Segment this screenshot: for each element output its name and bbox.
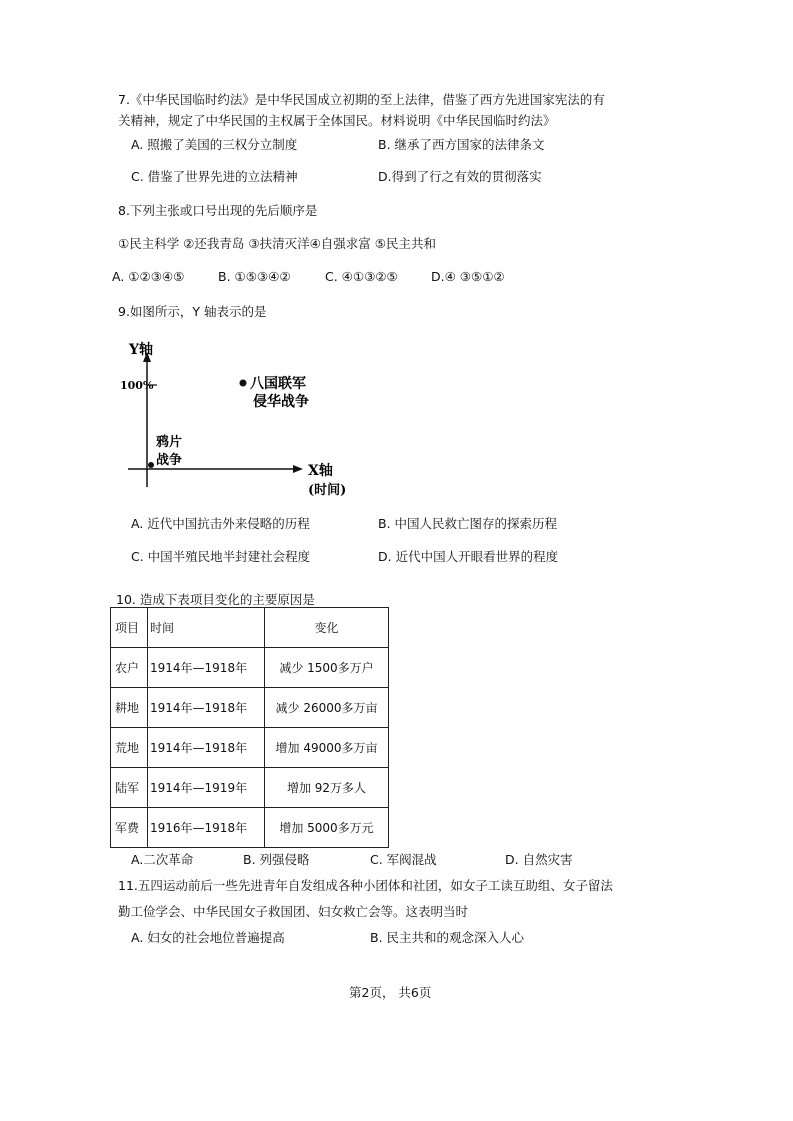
table-row bbox=[111, 688, 389, 728]
point-high-label-2: 侵华战争 bbox=[253, 394, 309, 410]
q8-option-b: B. ①⑤③④② bbox=[218, 269, 291, 284]
table-cell: 1914年—1919年 bbox=[148, 768, 265, 808]
point-high-dot bbox=[240, 380, 247, 387]
table-cell: 1916年—1918年 bbox=[148, 808, 265, 848]
q11-option-a: A. 妇女的社会地位普遍提高 bbox=[131, 930, 285, 945]
q8-option-c: C. ④①③②⑤ bbox=[325, 269, 398, 284]
table-cell: 增加 5000多万元 bbox=[265, 808, 389, 848]
table-cell: 减少 1500多万户 bbox=[265, 648, 389, 688]
q10-option-d: D. 自然灾害 bbox=[505, 852, 573, 867]
q7-option-c: C. 借鉴了世界先进的立法精神 bbox=[131, 169, 298, 184]
point-low-dot bbox=[148, 462, 154, 468]
q7-option-b: B. 继承了西方国家的法律条文 bbox=[378, 137, 545, 152]
table-cell: 1914年—1918年 bbox=[148, 648, 265, 688]
q9-option-b: B. 中国人民救亡图存的探索历程 bbox=[378, 516, 558, 531]
table-cell: 耕地 bbox=[111, 688, 148, 728]
table-header-cell: 变化 bbox=[265, 608, 389, 648]
y-axis-label: Y轴 bbox=[129, 342, 153, 358]
table-row bbox=[111, 768, 389, 808]
point-high-label-1: 八国联军 bbox=[250, 376, 306, 392]
q10-option-c: C. 军阀混战 bbox=[370, 852, 437, 867]
q9-diagram bbox=[110, 340, 380, 505]
table-cell: 1914年—1918年 bbox=[148, 728, 265, 768]
x-axis-arrow bbox=[293, 465, 303, 473]
table-row bbox=[111, 728, 389, 768]
point-low-label-2: 战争 bbox=[156, 453, 183, 468]
table-cell: 增加 49000多万亩 bbox=[265, 728, 389, 768]
q8-option-a: A. ①②③④⑤ bbox=[112, 269, 185, 284]
q9-option-a: A. 近代中国抗击外来侵略的历程 bbox=[131, 516, 310, 531]
x-axis-sublabel: (时间) bbox=[308, 483, 347, 498]
q9-stem: 9.如图所示，Y 轴表示的是 bbox=[118, 304, 267, 319]
point-low-label-1: 鸦片 bbox=[156, 435, 183, 450]
table-row bbox=[111, 648, 389, 688]
q9-option-d: D. 近代中国人开眼看世界的程度 bbox=[378, 549, 559, 564]
table-header-cell: 时间 bbox=[148, 608, 265, 648]
q11-stem-line1: 11.五四运动前后一些先进青年自发组成各种小团体和社团，如女子工读互助组、女子留法 bbox=[118, 878, 613, 893]
table-row bbox=[111, 808, 389, 848]
table-header-cell: 项目 bbox=[111, 608, 148, 648]
q10-option-a: A.二次革命 bbox=[131, 852, 194, 867]
q7-option-a: A. 照搬了美国的三权分立制度 bbox=[131, 137, 298, 152]
table-cell: 陆军 bbox=[111, 768, 148, 808]
q11-option-b: B. 民主共和的观念深入人心 bbox=[370, 930, 525, 945]
q10-stem: 10. 造成下表项目变化的主要原因是 bbox=[116, 592, 315, 607]
table-cell: 农户 bbox=[111, 648, 148, 688]
q10-option-b: B. 列强侵略 bbox=[243, 852, 310, 867]
q10-table bbox=[110, 607, 389, 848]
q11-stem-line2: 勤工俭学会、中华民国女子救国团、妇女救亡会等。这表明当时 bbox=[118, 904, 469, 919]
x-axis-label: X轴 bbox=[308, 463, 333, 479]
q8-option-d: D.④ ③⑤①② bbox=[431, 269, 505, 284]
y-tick-label: 100% bbox=[120, 379, 154, 392]
q8-stem: 8.下列主张或口号出现的先后顺序是 bbox=[118, 203, 318, 218]
table-cell: 1914年—1918年 bbox=[148, 688, 265, 728]
table-cell: 减少 26000多万亩 bbox=[265, 688, 389, 728]
table-cell: 荒地 bbox=[111, 728, 148, 768]
q7-stem-line1: 7.《中华民国临时约法》是中华民国成立初期的至上法律，借鉴了西方先进国家宪法的有 bbox=[118, 92, 605, 107]
page-footer: 第2页， 共6页 bbox=[349, 985, 432, 1000]
table-cell: 增加 92万多人 bbox=[265, 768, 389, 808]
table-cell: 军费 bbox=[111, 808, 148, 848]
table-header-row bbox=[111, 608, 389, 648]
q9-option-c: C. 中国半殖民地半封建社会程度 bbox=[131, 549, 311, 564]
q8-items: ①民主科学 ②还我青岛 ③扶清灭洋④自强求富 ⑤民主共和 bbox=[118, 236, 436, 251]
q7-option-d: D.得到了行之有效的贯彻落实 bbox=[378, 169, 542, 184]
q7-stem-line2: 关精神，规定了中华民国的主权属于全体国民。材料说明《中华民国临时约法》 bbox=[118, 113, 556, 128]
